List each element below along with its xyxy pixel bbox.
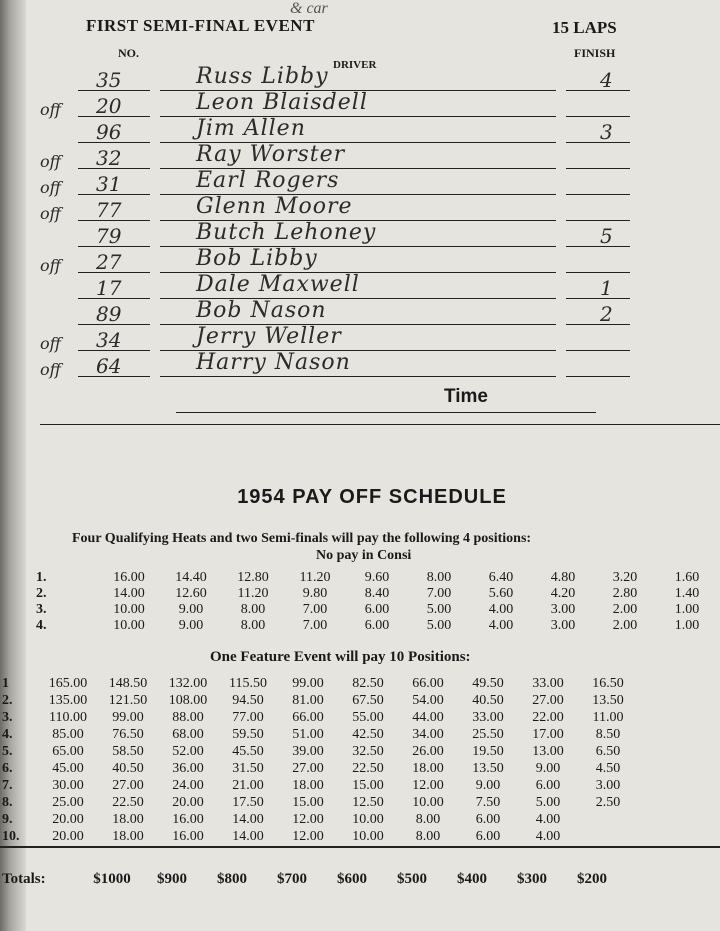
entry-number: 89 — [96, 302, 122, 326]
qualifying-amount: 7.00 — [426, 586, 452, 601]
qualifying-amount: 3.00 — [550, 618, 576, 633]
feature-amount: 22.00 — [532, 710, 564, 725]
entry-driver: Jerry Weller — [196, 324, 342, 349]
entry-finish-line — [566, 116, 630, 117]
entry-off-mark: off — [40, 178, 61, 197]
position-label: 10. — [2, 829, 20, 844]
total-amount: $500 — [397, 871, 427, 887]
qualifying-amount: 8.00 — [240, 618, 266, 633]
entry-finish-line — [566, 298, 630, 299]
feature-amount: 18.00 — [412, 761, 444, 776]
qualifying-amount: 4.00 — [488, 618, 514, 633]
position-label: 9. — [2, 812, 13, 827]
qualifying-amount: 8.00 — [426, 570, 452, 585]
entry-finish-line — [566, 142, 630, 143]
entry-finish: 5 — [600, 224, 613, 248]
feature-amount: 94.50 — [232, 693, 264, 708]
entry-finish-line — [566, 272, 630, 273]
entry-finish-line — [566, 246, 630, 247]
position-label: 5. — [2, 744, 13, 759]
qualifying-amount: 11.20 — [237, 586, 269, 601]
qualifying-amount: 14.40 — [175, 570, 207, 585]
entry-driver: Dale Maxwell — [196, 272, 360, 297]
total-amount: $300 — [517, 871, 547, 887]
column-header-no: NO. — [118, 46, 139, 60]
feature-amount: 81.00 — [292, 693, 324, 708]
feature-amount: 27.00 — [112, 778, 144, 793]
qualifying-amount: 9.00 — [178, 602, 204, 617]
feature-amount: 108.00 — [168, 693, 208, 708]
feature-amount: 67.50 — [352, 693, 384, 708]
feature-amount: 11.00 — [592, 710, 624, 725]
qualifying-amount: 6.00 — [364, 618, 390, 633]
feature-amount: 49.50 — [472, 676, 504, 691]
entry-driver: Butch Lehoney — [196, 220, 377, 245]
feature-amount: 32.50 — [352, 744, 384, 759]
feature-amount: 3.00 — [595, 778, 621, 793]
schedule-title: 1954 PAY OFF SCHEDULE — [237, 486, 507, 508]
pay-row — [0, 811, 638, 828]
position-label: 1. — [36, 570, 47, 585]
entry-off-mark: off — [40, 100, 61, 119]
feature-amount: 16.00 — [172, 829, 204, 844]
qualifying-amount: 4.00 — [488, 602, 514, 617]
pay-row — [0, 675, 638, 692]
qualifying-amount: 12.80 — [237, 570, 269, 585]
pay-row — [0, 828, 638, 845]
pay-row — [36, 602, 718, 618]
qualifying-amount: 14.00 — [113, 586, 145, 601]
total-amount: $400 — [457, 871, 487, 887]
qualifying-amount: 10.00 — [113, 618, 145, 633]
feature-amount: 132.00 — [168, 676, 208, 691]
feature-amount: 2.50 — [595, 795, 621, 810]
qualifying-amount: 1.00 — [674, 602, 700, 617]
entry-row — [0, 272, 720, 304]
pay-row — [36, 586, 718, 602]
feature-amount: 16.50 — [592, 676, 624, 691]
feature-amount: 13.50 — [472, 761, 504, 776]
feature-amount: 15.00 — [292, 795, 324, 810]
feature-amount: 135.00 — [48, 693, 88, 708]
feature-amount: 52.00 — [172, 744, 204, 759]
entry-driver: Bob Libby — [196, 246, 318, 271]
entry-off-mark: off — [40, 152, 61, 171]
feature-amount: 39.00 — [292, 744, 324, 759]
feature-amount: 5.00 — [535, 795, 561, 810]
entry-driver: Glenn Moore — [196, 194, 353, 219]
total-amount: $900 — [157, 871, 187, 887]
feature-amount: 65.00 — [52, 744, 84, 759]
qualifying-amount: 9.00 — [178, 618, 204, 633]
feature-amount: 165.00 — [48, 676, 88, 691]
feature-amount: 6.00 — [535, 778, 561, 793]
feature-amount: 148.50 — [108, 676, 148, 691]
entry-finish: 3 — [600, 120, 613, 144]
feature-amount: 9.00 — [535, 761, 561, 776]
entry-driver: Russ Libby — [196, 64, 329, 89]
feature-amount: 27.00 — [532, 693, 564, 708]
laps-count: 15 LAPS — [552, 18, 617, 37]
qualifying-amount: 16.00 — [113, 570, 145, 585]
pay-row — [0, 726, 638, 743]
feature-amount: 15.00 — [352, 778, 384, 793]
entry-row — [0, 324, 720, 356]
position-label: 4. — [36, 618, 47, 633]
entry-driver: Earl Rogers — [196, 168, 340, 193]
feature-amount: 99.00 — [112, 710, 144, 725]
feature-amount: 20.00 — [172, 795, 204, 810]
qualifying-amount: 4.80 — [550, 570, 576, 585]
feature-amount: 59.50 — [232, 727, 264, 742]
pay-row — [0, 692, 638, 709]
total-amount: $200 — [577, 871, 607, 887]
feature-amount: 66.00 — [412, 676, 444, 691]
entry-row — [0, 116, 720, 148]
feature-amount: 66.00 — [292, 710, 324, 725]
qualifying-amount: 11.20 — [299, 570, 331, 585]
feature-intro: One Feature Event will pay 10 Positions: — [210, 649, 471, 665]
position-label: 2. — [36, 586, 47, 601]
entry-driver: Ray Worster — [196, 142, 346, 167]
feature-amount: 40.50 — [472, 693, 504, 708]
feature-amount: 12.50 — [352, 795, 384, 810]
feature-amount: 10.00 — [412, 795, 444, 810]
feature-amount: 45.50 — [232, 744, 264, 759]
pay-row — [0, 777, 638, 794]
entry-finish: 2 — [600, 302, 613, 326]
entry-row — [0, 220, 720, 252]
entry-number: 35 — [96, 68, 122, 92]
entry-finish-line — [566, 376, 630, 377]
feature-amount: 16.00 — [172, 812, 204, 827]
feature-amount: 4.00 — [535, 829, 561, 844]
qualifying-intro: Four Qualifying Heats and two Semi-finals will pay the following 4 positions: — [72, 531, 532, 546]
entry-driver-line — [160, 376, 556, 377]
entry-finish-line — [566, 220, 630, 221]
feature-amount: 88.00 — [172, 710, 204, 725]
feature-amount — [578, 828, 638, 845]
feature-amount: 110.00 — [49, 710, 87, 725]
entry-finish: 1 — [600, 276, 613, 300]
feature-amount: 44.00 — [412, 710, 444, 725]
feature-amount: 55.00 — [352, 710, 384, 725]
feature-amount: 51.00 — [292, 727, 324, 742]
column-header-finish: FINISH — [574, 46, 616, 60]
feature-amount: 10.00 — [352, 829, 384, 844]
feature-amount: 18.00 — [112, 829, 144, 844]
position-label: 7. — [2, 778, 13, 793]
feature-amount: 22.50 — [112, 795, 144, 810]
qualifying-amount: 3.20 — [612, 570, 638, 585]
feature-amount: 77.00 — [232, 710, 264, 725]
entry-number: 96 — [96, 120, 122, 144]
event-title: FIRST SEMI-FINAL EVENT — [86, 16, 315, 35]
feature-amount: 45.00 — [52, 761, 84, 776]
feature-amount: 25.50 — [472, 727, 504, 742]
qualifying-amount: 9.60 — [364, 570, 390, 585]
feature-amount: 8.00 — [415, 829, 441, 844]
entry-number: 31 — [96, 172, 122, 196]
feature-amount: 13.50 — [592, 693, 624, 708]
entry-finish: 4 — [600, 68, 613, 92]
entry-row — [0, 168, 720, 200]
feature-amount: 18.00 — [112, 812, 144, 827]
feature-amount: 121.50 — [108, 693, 148, 708]
feature-amount: 17.50 — [232, 795, 264, 810]
entry-row — [0, 350, 720, 382]
entry-off-mark: off — [40, 256, 61, 275]
feature-amount: 26.00 — [412, 744, 444, 759]
feature-amount: 25.00 — [52, 795, 84, 810]
totals-row — [0, 871, 622, 887]
entry-row — [0, 90, 720, 122]
feature-amount: 21.00 — [232, 778, 264, 793]
time-underline — [176, 412, 596, 413]
feature-amount: 58.50 — [112, 744, 144, 759]
position-label: 4. — [2, 727, 13, 742]
pay-row — [0, 743, 638, 760]
feature-amount: 24.00 — [172, 778, 204, 793]
feature-amount: 20.00 — [52, 829, 84, 844]
qualifying-pay-table — [36, 570, 718, 634]
qualifying-amount: 7.00 — [302, 618, 328, 633]
feature-amount: 6.00 — [475, 829, 501, 844]
no-pay-consi: No pay in Consi — [316, 548, 412, 563]
feature-amount: 9.00 — [475, 778, 501, 793]
position-label: 6. — [2, 761, 13, 776]
feature-amount: 12.00 — [292, 829, 324, 844]
qualifying-amount: 2.00 — [612, 602, 638, 617]
qualifying-amount: 2.00 — [612, 618, 638, 633]
feature-amount: 22.50 — [352, 761, 384, 776]
qualifying-amount: 8.00 — [240, 602, 266, 617]
feature-amount: 54.00 — [412, 693, 444, 708]
entry-number: 77 — [96, 198, 122, 222]
pay-row — [36, 570, 718, 586]
time-label: Time — [444, 386, 489, 407]
feature-amount: 8.00 — [415, 812, 441, 827]
entry-finish-line — [566, 90, 630, 91]
feature-amount: 18.00 — [292, 778, 324, 793]
feature-amount: 14.00 — [232, 812, 264, 827]
entry-number: 32 — [96, 146, 122, 170]
qualifying-amount: 8.40 — [364, 586, 390, 601]
feature-amount: 40.50 — [112, 761, 144, 776]
pay-row — [0, 794, 638, 811]
section-divider — [40, 424, 720, 425]
entry-number: 79 — [96, 224, 122, 248]
feature-amount: 33.00 — [472, 710, 504, 725]
entry-driver: Leon Blaisdell — [196, 90, 368, 115]
qualifying-amount: 5.60 — [488, 586, 514, 601]
qualifying-amount: 1.00 — [674, 618, 700, 633]
qualifying-amount: 6.00 — [364, 602, 390, 617]
feature-amount: 12.00 — [412, 778, 444, 793]
entry-number: 20 — [96, 94, 122, 118]
feature-amount: 76.50 — [112, 727, 144, 742]
feature-amount: 19.50 — [472, 744, 504, 759]
feature-amount: 30.00 — [52, 778, 84, 793]
entry-finish-line — [566, 168, 630, 169]
qualifying-amount: 6.40 — [488, 570, 514, 585]
feature-amount: 31.50 — [232, 761, 264, 776]
feature-amount: 7.50 — [475, 795, 501, 810]
feature-amount: 14.00 — [232, 829, 264, 844]
qualifying-amount: 4.20 — [550, 586, 576, 601]
qualifying-amount: 1.60 — [674, 570, 700, 585]
top-scrawl: & car — [290, 0, 328, 17]
feature-amount: 82.50 — [352, 676, 384, 691]
pay-row — [0, 709, 638, 726]
qualifying-amount: 12.60 — [175, 586, 207, 601]
qualifying-amount: 9.80 — [302, 586, 328, 601]
total-amount: $1000 — [93, 871, 131, 887]
feature-amount: 115.50 — [229, 676, 267, 691]
entry-row — [0, 246, 720, 278]
entry-number: 64 — [96, 354, 122, 378]
feature-amount: 20.00 — [52, 812, 84, 827]
entry-row — [0, 142, 720, 174]
total-amount: $700 — [277, 871, 307, 887]
total-amount: $800 — [217, 871, 247, 887]
feature-amount: 99.00 — [292, 676, 324, 691]
feature-amount: 36.00 — [172, 761, 204, 776]
feature-amount: 6.00 — [475, 812, 501, 827]
feature-amount: 85.00 — [52, 727, 84, 742]
qualifying-amount: 3.00 — [550, 602, 576, 617]
position-label: 3. — [2, 710, 13, 725]
column-header-driver: DRIVER — [333, 59, 377, 71]
entry-finish-line — [566, 194, 630, 195]
entry-off-mark: off — [40, 360, 61, 379]
feature-amount: 33.00 — [532, 676, 564, 691]
totals-label: Totals: — [2, 871, 46, 887]
entry-finish-line — [566, 324, 630, 325]
entry-driver: Harry Nason — [196, 350, 351, 375]
feature-amount: 8.50 — [595, 727, 621, 742]
totals-divider — [0, 846, 720, 848]
entry-driver: Bob Nason — [196, 298, 327, 323]
position-label: 8. — [2, 795, 13, 810]
feature-amount — [578, 811, 638, 828]
feature-amount: 34.00 — [412, 727, 444, 742]
entry-row — [0, 298, 720, 330]
feature-amount: 42.50 — [352, 727, 384, 742]
feature-amount: 4.50 — [595, 761, 621, 776]
feature-amount: 13.00 — [532, 744, 564, 759]
feature-amount: 4.00 — [535, 812, 561, 827]
entry-off-mark: off — [40, 204, 61, 223]
total-amount: $600 — [337, 871, 367, 887]
entry-finish-line — [566, 350, 630, 351]
feature-pay-table — [0, 675, 638, 845]
qualifying-amount: 2.80 — [612, 586, 638, 601]
entry-number: 27 — [96, 250, 122, 274]
feature-amount: 17.00 — [532, 727, 564, 742]
qualifying-amount: 5.00 — [426, 618, 452, 633]
feature-amount: 6.50 — [595, 744, 621, 759]
qualifying-amount: 1.40 — [674, 586, 700, 601]
pay-row — [36, 618, 718, 634]
entry-driver: Jim Allen — [196, 116, 306, 141]
qualifying-amount: 10.00 — [113, 602, 145, 617]
feature-amount: 27.00 — [292, 761, 324, 776]
entry-number: 34 — [96, 328, 122, 352]
position-label: 3. — [36, 602, 47, 617]
feature-amount: 12.00 — [292, 812, 324, 827]
pay-row — [0, 760, 638, 777]
qualifying-amount: 7.00 — [302, 602, 328, 617]
entry-number: 17 — [96, 276, 122, 300]
feature-amount: 68.00 — [172, 727, 204, 742]
position-label: 1 — [2, 676, 9, 691]
entry-off-mark: off — [40, 334, 61, 353]
position-label: 2. — [2, 693, 13, 708]
feature-amount: 10.00 — [352, 812, 384, 827]
qualifying-amount: 5.00 — [426, 602, 452, 617]
